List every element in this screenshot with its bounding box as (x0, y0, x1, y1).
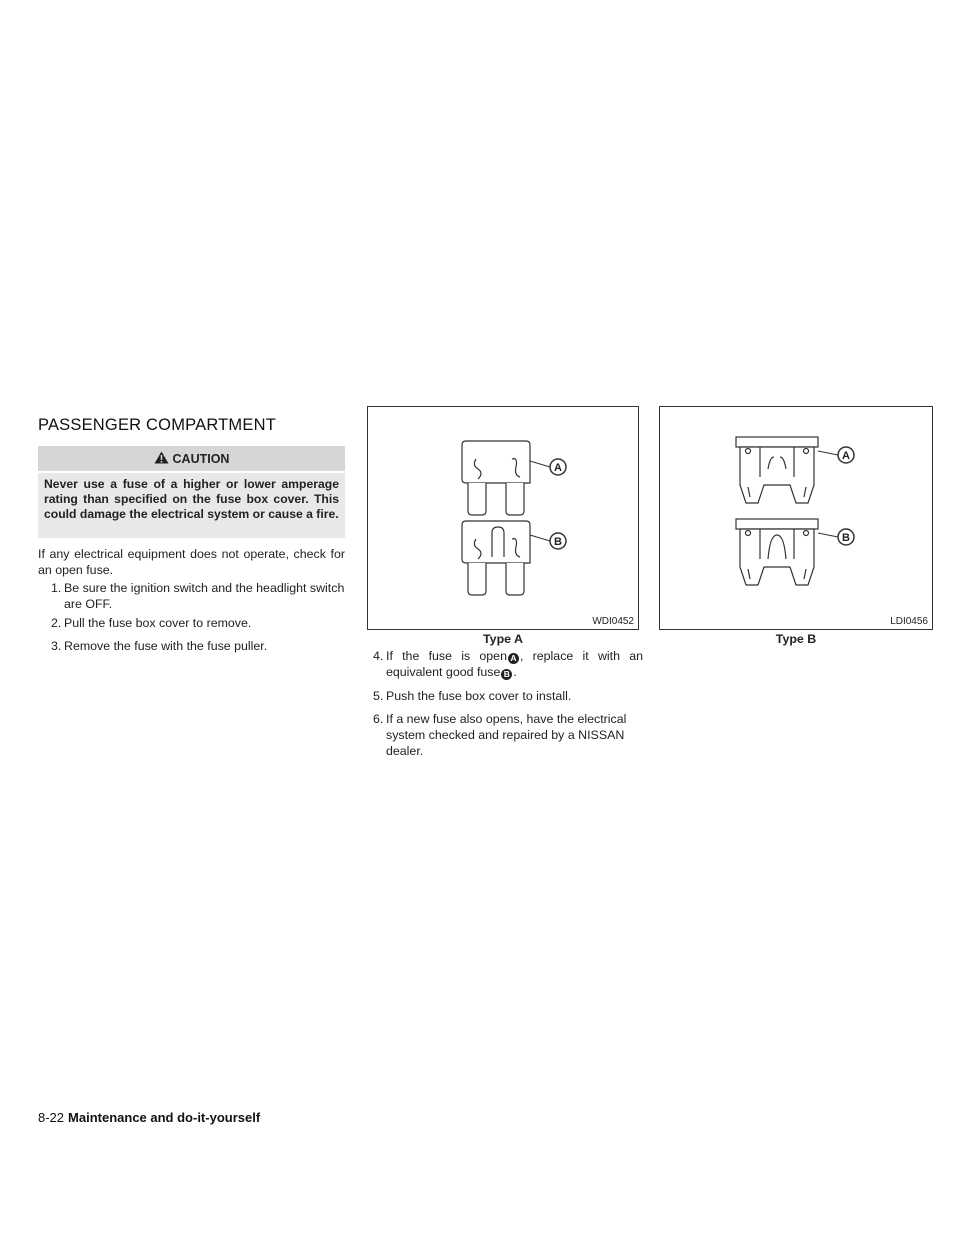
step-number: 4. (373, 649, 384, 663)
label-a: A (554, 462, 562, 474)
warning-triangle-icon (154, 451, 169, 467)
step-text: Pull the fuse box cover to remove. (64, 616, 252, 630)
label-b: B (842, 532, 850, 544)
caution-text: Never use a fuse of a higher or lower amperage rating than specified on the fuse box cover. This could damage the electrical system or cause a fire. (38, 473, 345, 538)
chapter-title: Maintenance and do-it-yourself (68, 1110, 261, 1125)
figure-code: LDI0456 (890, 616, 928, 627)
caution-box (38, 446, 345, 534)
step-text-part: , replace it with an equivalent good fuse (386, 649, 643, 679)
caution-heading-text: CAUTION (172, 451, 230, 466)
step-number: 6. (373, 712, 384, 726)
intro-paragraph: If any electrical equipment does not operate, check for an open fuse. (38, 547, 345, 577)
step-text-part: If the fuse is open (386, 649, 507, 663)
figure-type-a (367, 406, 639, 630)
step-number: 3. (51, 639, 62, 653)
step-3 (51, 638, 345, 654)
step-1 (51, 580, 345, 612)
label-a: A (842, 450, 850, 462)
step-text (386, 648, 643, 680)
step-text: If a new fuse also opens, have the electrical system checked and repaired by a NISSAN dealer. (386, 712, 627, 758)
step-number: 5. (373, 689, 384, 703)
step-number: 1. (51, 581, 62, 595)
step-5 (373, 688, 643, 704)
page-number: 8-22 (38, 1110, 65, 1125)
figure-code: WDI0452 (592, 616, 634, 627)
step-number: 2. (51, 616, 62, 630)
step-text: Be sure the ignition switch and the headlight switch are OFF. (64, 581, 345, 611)
step-2 (51, 615, 345, 631)
section-title: PASSENGER COMPARTMENT (38, 416, 276, 434)
caution-heading (38, 446, 345, 471)
label-b: B (554, 536, 562, 548)
figure-type-b (659, 406, 933, 630)
page-footer (38, 1110, 260, 1125)
step-4 (373, 648, 643, 680)
marker-a-icon: A (508, 653, 519, 664)
marker-b-icon: B (501, 669, 512, 680)
step-6 (373, 711, 643, 759)
fuse-type-a-illustration (368, 407, 640, 631)
fuse-type-b-illustration (660, 407, 934, 631)
figure-caption-type-a: Type A (483, 632, 523, 646)
step-text-part: . (513, 665, 517, 679)
step-text: Remove the fuse with the fuse puller. (64, 639, 268, 653)
step-text: Push the fuse box cover to install. (386, 689, 572, 703)
figure-caption-type-b: Type B (775, 632, 817, 646)
